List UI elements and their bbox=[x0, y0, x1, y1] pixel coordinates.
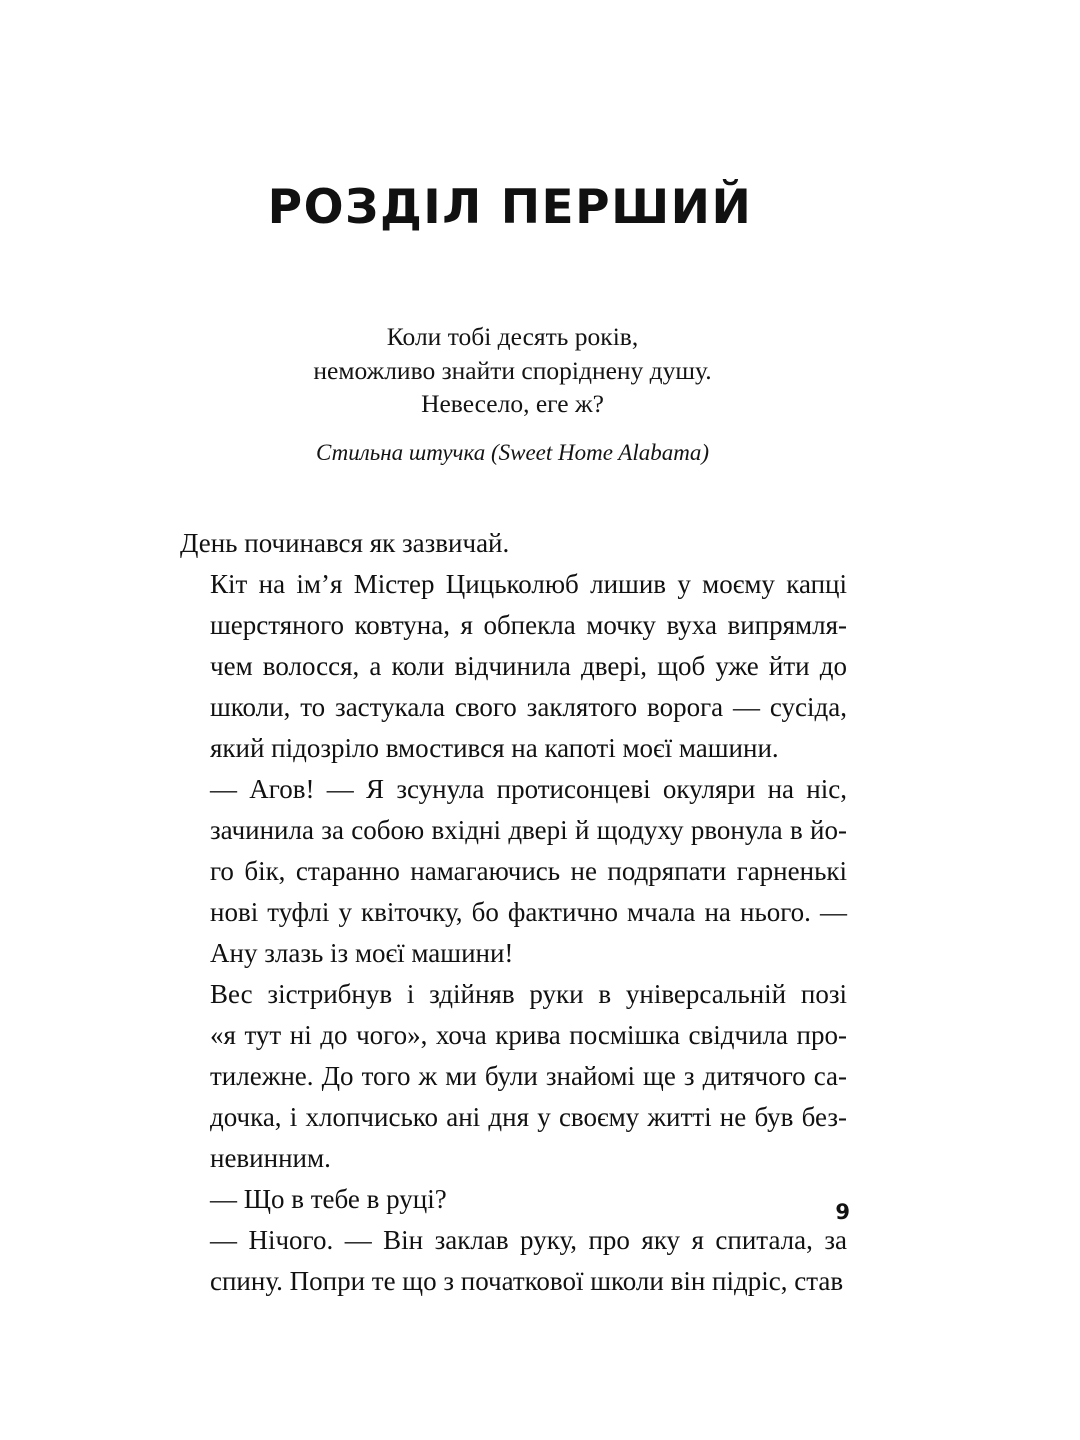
body-paragraph bbox=[180, 769, 847, 974]
body-line: Вес зістрибнув і здійняв руки в універсальній позі bbox=[210, 979, 847, 1009]
epigraph-source-title: Стильна штучка bbox=[316, 440, 486, 465]
body-line: який підозріло вмостився на капоті моєї машини. bbox=[210, 733, 779, 763]
page-number: 9 bbox=[835, 1200, 850, 1224]
body-line: — Нічого. — Він заклав руку, про яку я спитала, за bbox=[210, 1225, 847, 1255]
chapter-title: РОЗДІЛ ПЕРШИЙ bbox=[267, 180, 753, 236]
chapter-body bbox=[180, 523, 847, 1302]
epigraph-source-original: (Sweet Home Alabama) bbox=[490, 440, 709, 465]
body-line: невинним. bbox=[210, 1143, 331, 1173]
body-line: школи, то застукала свого заклятого ворога — сусіда, bbox=[210, 692, 847, 722]
body-line: чем волосся, а коли відчинила двері, щоб уже йти до bbox=[210, 651, 847, 681]
body-line: шерстяного ковтуна, я обпекла мочку вуха випрямля- bbox=[210, 610, 847, 640]
body-line: Кіт на ім’я Містер Цицьколюб лишив у моєму капці bbox=[210, 569, 847, 599]
body-line: зачинила за собою вхідні двері й щодуху рвонула в йо- bbox=[210, 815, 847, 845]
body-line: тилежне. До того ж ми були знайомі ще з дитячого са- bbox=[210, 1061, 847, 1091]
body-paragraph bbox=[180, 564, 847, 769]
body-paragraph bbox=[180, 1220, 847, 1302]
epigraph-quote bbox=[180, 320, 845, 421]
body-line: Ану злазь із моєї машини! bbox=[210, 938, 514, 968]
epigraph-line-2: неможливо знайти споріднену душу. bbox=[313, 355, 712, 385]
body-line: го бік, старанно намагаючись не подряпати гарненькі bbox=[210, 856, 847, 886]
body-line: — Що в тебе в руці? bbox=[210, 1184, 447, 1214]
body-line: спину. Попри те що з початкової школи він підріс, став bbox=[210, 1266, 844, 1296]
body-paragraph bbox=[180, 523, 847, 564]
epigraph-line-1: Коли тобі десять років, bbox=[386, 322, 639, 351]
body-line: — Агов! — Я зсунула протисонцеві окуляри на ніс, bbox=[210, 774, 847, 804]
epigraph-attribution bbox=[180, 438, 845, 468]
body-paragraph bbox=[180, 974, 847, 1179]
epigraph-line-3: Невесело, еге ж? bbox=[421, 389, 604, 418]
body-line: нові туфлі у квіточку, бо фактично мчала на нього. — bbox=[210, 897, 847, 927]
body-line: День починався як зазвичай. bbox=[180, 528, 510, 558]
body-line: «я тут ні до чого», хоча крива посмішка свідчила про- bbox=[210, 1020, 847, 1050]
body-line: дочка, і хлопчисько ані дня у своєму житті не був без- bbox=[210, 1102, 847, 1132]
